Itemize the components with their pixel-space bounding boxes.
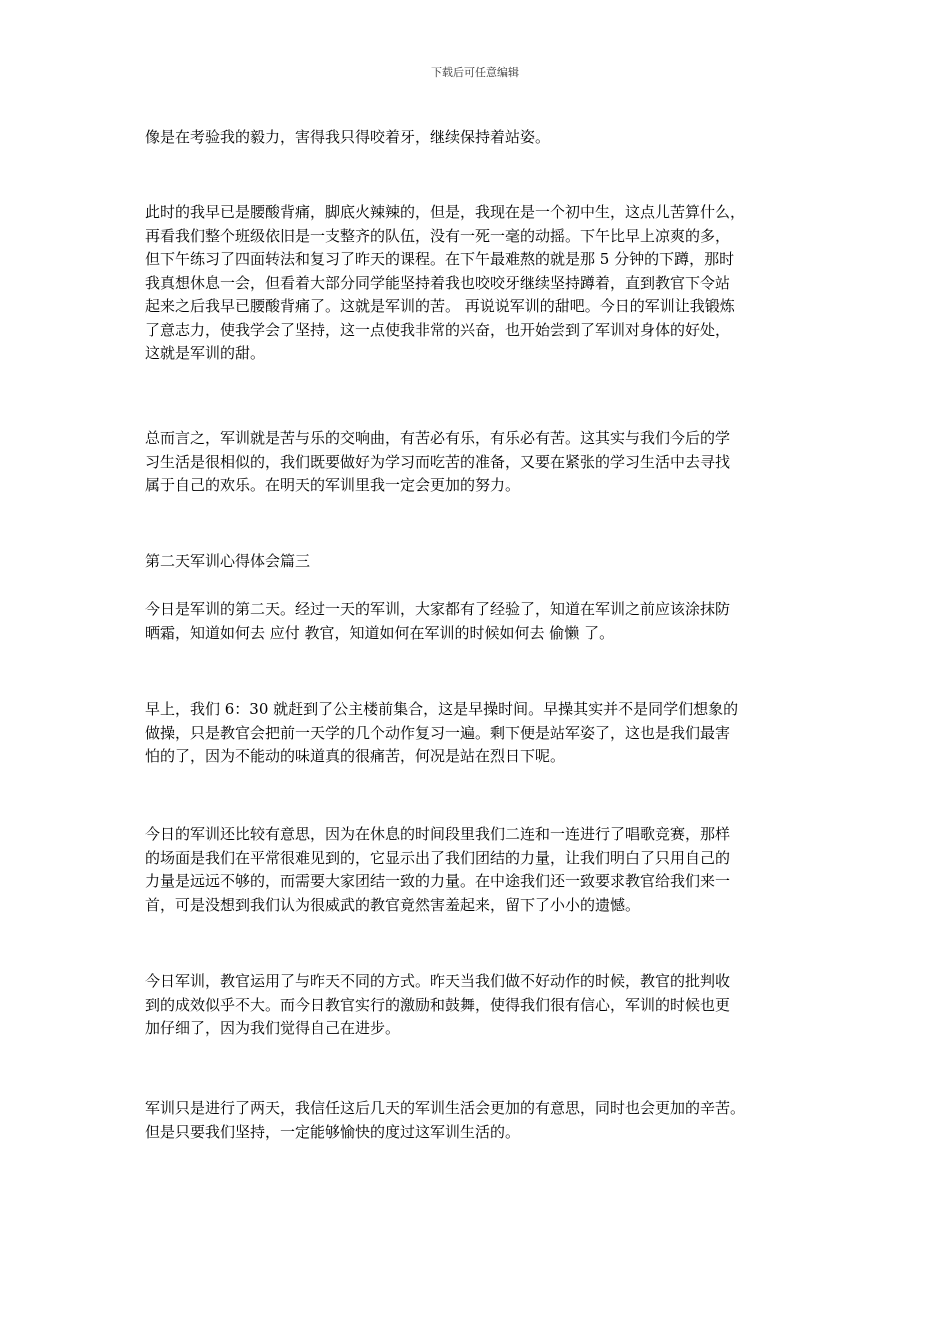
section-heading [145,550,825,574]
page-header: 下载后可任意编辑 [431,66,519,79]
paragraph [145,970,825,1041]
text-line: 晒霜，知道如何去 应付 教官，知道如何在军训的时候如何去 偷懒 了。 [145,623,615,642]
text-line: 此时的我早已是腰酸背痛，脚底火辣辣的，但是，我现在是一个初中生，这点儿苦算什么， [145,203,746,221]
text-line: 到的成效似乎不大。而今日教官实行的激励和鼓舞，使得我们很有信心，军训的时候也更 [145,995,731,1014]
text-line: 再看我们整个班级依旧是一支整齐的队伍，没有一死一毫的动摇。下午比早上凉爽的多， [145,226,731,245]
text-line: 这就是军训的甜。 [145,344,266,362]
text-line: 怕的了，因为不能动的味道真的很痛苦，何况是站在烈日下呢。 [145,747,566,765]
text-line: 今日的军训还比较有意思，因为在休息的时间段里我们二连和一连进行了唱歌竞赛，那样 [145,825,731,843]
paragraph [145,201,825,366]
paragraph [145,427,825,498]
text-line: 首，可是没想到我们认为很威武的教官竟然害羞起来，留下了小小的遗憾。 [145,895,641,914]
text-line: 力量是远远不够的，而需要大家团结一致的力量。在中途我们还一致要求教官给我们来一 [145,872,731,890]
text-line: 但是只要我们坚持，一定能够愉快的度过这军训生活的。 [145,1122,521,1141]
paragraph [145,698,825,769]
text-line: 但下午练习了四面转法和复习了昨天的课程。在下午最难熬的就是那 5 分钟的下蹲，那时 [145,250,735,268]
paragraph [145,823,825,917]
text-line: 军训只是进行了两天，我信任这后几天的军训生活会更加的有意思，同时也会更加的辛苦。 [145,1099,746,1117]
text-line: 今日军训，教官运用了与昨天不同的方式。昨天当我们做不好动作的时候，教官的批判收 [145,972,731,990]
text-line: 习生活是很相似的，我们既要做好为学习而吃苦的准备，又要在紧张的学习生活中去寻找 [145,452,731,471]
text-line: 做操，只是教官会把前一天学的几个动作复习一遍。剩下便是站军姿了，这也是我们最害 [145,723,731,742]
text-line: 起来之后我早已腰酸背痛了。这就是军训的苦。 再说说军训的甜吧。今日的军训让我锻炼 [145,297,735,315]
text-line: 了意志力，使我学会了坚持，这一点使我非常的兴奋，也开始尝到了军训对身体的好处， [145,320,731,339]
text-line: 总而言之，军训就是苦与乐的交响曲，有苦必有乐，有乐必有苦。这其实与我们今后的学 [145,429,731,447]
paragraph [145,1097,825,1144]
text-line: 今日是军训的第二天。经过一天的军训，大家都有了经验了，知道在军训之前应该涂抹防 [145,600,731,618]
text-line: 的场面是我们在平常很难见到的，它显示出了我们团结的力量，让我们明白了只用自己的 [145,848,731,867]
text-line: 加仔细了，因为我们觉得自己在进步。 [145,1019,401,1037]
text-line: 第二天军训心得体会篇三 [145,552,311,570]
text-line: 早上，我们 6：30 就赶到了公主楼前集合，这是早操时间。早操其实并不是同学们想象的 [145,700,739,718]
text-line: 像是在考验我的毅力，害得我只得咬着牙，继续保持着站姿。 [145,128,551,146]
paragraph [145,598,825,645]
paragraph [145,126,825,150]
text-line: 属于自己的欢乐。在明天的军训里我一定会更加的努力。 [145,476,521,494]
text-line: 我真想休息一会，但看着大部分同学能坚持着我也咬咬牙继续坚持蹲着，直到教官下令站 [145,273,731,292]
